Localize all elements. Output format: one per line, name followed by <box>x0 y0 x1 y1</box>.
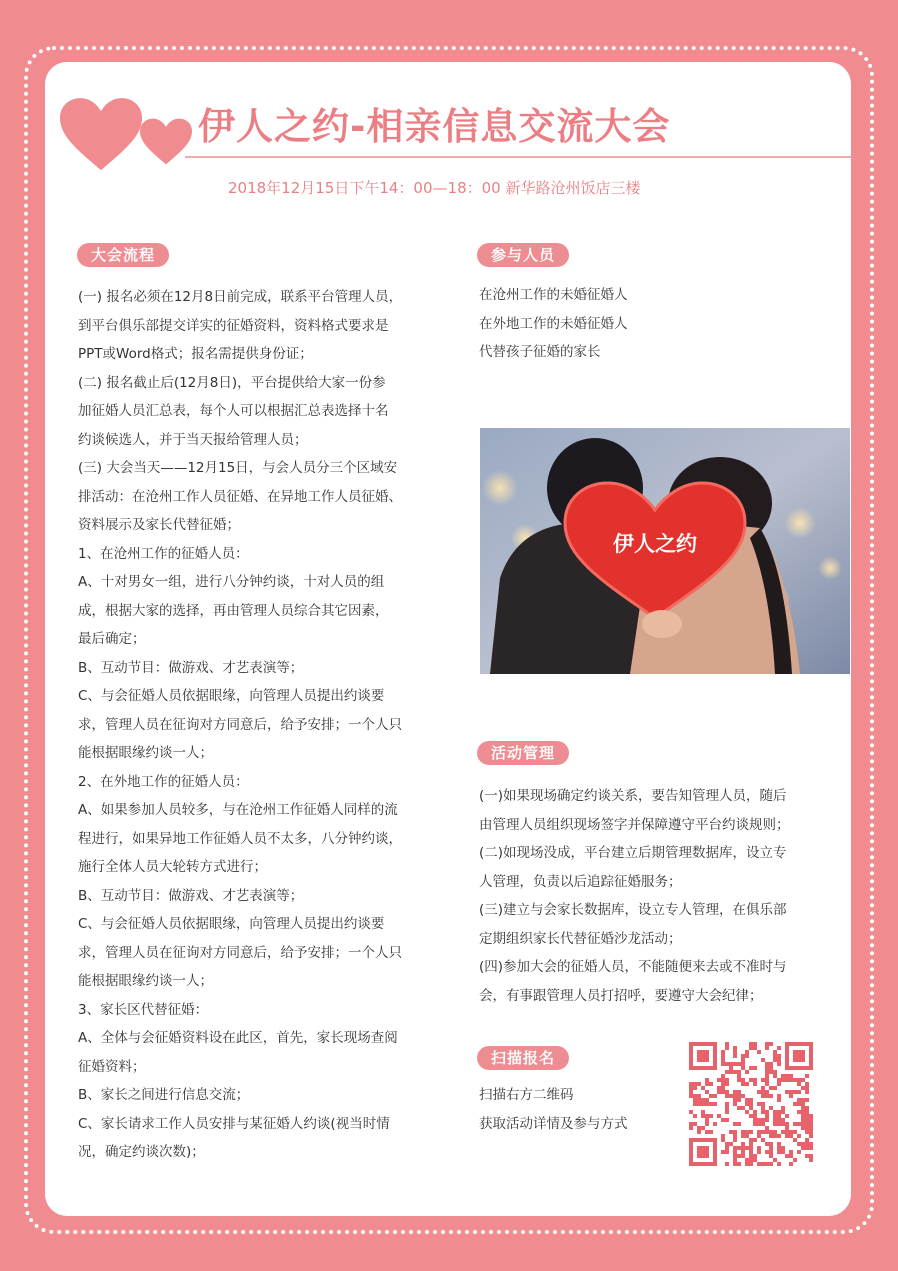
flow-line: 施行全体人员大轮转方式进行； <box>78 859 267 875</box>
flow-line: 能根据眼缘约谈一人； <box>78 973 213 989</box>
participants-line: 在沧州工作的未婚征婚人 <box>479 287 628 303</box>
flow-line: B、家长之间进行信息交流； <box>78 1087 250 1103</box>
management-line: 定期组织家长代替征婚沙龙活动； <box>479 930 682 947</box>
flow-line: (三) 大会当天——12月15日，与会人员分三个区域安 <box>78 460 398 476</box>
section-tag-flow: 大会流程 <box>77 243 169 267</box>
flow-line: 1、在沧州工作的征婚人员： <box>78 545 249 562</box>
flow-line: 3、家长区代替征婚： <box>78 1001 209 1018</box>
heart-text: 伊人之约 <box>613 532 697 556</box>
flow-line: (二) 报名截止后(12月8日)，平台提供给大家一份参 <box>78 374 386 391</box>
flow-line: PPT或Word格式；报名需提供身份证； <box>78 346 313 362</box>
flow-line: 2、在外地工作的征婚人员： <box>78 773 249 790</box>
event-time-location: 2018年12月15日下午14：00—18：00 新华路沧州饭店三楼 <box>228 179 641 197</box>
flow-line: 成，根据大家的选择，再由管理人员综合其它因素， <box>78 602 389 619</box>
participants-line: 代替孩子征婚的家长 <box>479 344 601 360</box>
flow-line: 征婚资料； <box>78 1058 146 1075</box>
poster-title: 伊人之约-相亲信息交流大会 <box>198 105 671 148</box>
title-divider <box>185 156 851 158</box>
scan-text <box>479 1081 679 1138</box>
section-tag-participants: 参与人员 <box>477 243 569 267</box>
scan-line: 扫描右方二维码 <box>479 1087 574 1103</box>
management-text <box>479 782 841 1010</box>
flow-line: C、家长请求工作人员安排与某征婚人约谈(视当时情 <box>78 1115 390 1132</box>
flow-line: 能根据眼缘约谈一人； <box>78 745 213 761</box>
management-line: (四)参加大会的征婚人员，不能随便来去或不准时与 <box>479 959 787 975</box>
flow-line: 加征婚人员汇总表，每个人可以根据汇总表选择十名 <box>78 403 389 419</box>
couple-photo <box>480 428 850 674</box>
section-tag-scan: 扫描报名 <box>477 1046 569 1070</box>
qr-code-icon[interactable] <box>689 1042 813 1166</box>
scan-line: 获取活动详情及参与方式 <box>479 1115 628 1132</box>
heart-small-icon <box>140 118 192 166</box>
flow-line: A、十对男女一组，进行八分钟约谈，十对人员的组 <box>78 574 385 590</box>
flow-line: 约谈候选人，并于当天报给管理人员； <box>78 431 308 448</box>
management-line: 会，有事跟管理人员打招呼，要遵守大会纪律； <box>479 987 763 1004</box>
participants-line: 在外地工作的未婚征婚人 <box>479 315 628 332</box>
flow-line: 排活动：在沧州工作人员征婚、在异地工作人员征婚、 <box>78 488 402 505</box>
management-line: (三)建立与会家长数据库，设立专人管理，在俱乐部 <box>479 902 787 918</box>
flow-line: 况，确定约谈次数)； <box>78 1144 205 1160</box>
flow-line: A、全体与会征婚资料设在此区，首先，家长现场查阅 <box>78 1030 398 1046</box>
flow-text <box>78 283 458 1167</box>
flow-line: 到平台俱乐部提交详实的征婚资料，资料格式要求是 <box>78 317 389 334</box>
flow-line: 求，管理人员在征询对方同意后，给予安排；一个人只 <box>78 944 402 961</box>
heart-icon <box>60 96 142 174</box>
flow-line: C、与会征婚人员依据眼缘，向管理人员提出约谈要 <box>78 688 385 704</box>
section-tag-management: 活动管理 <box>477 741 569 765</box>
flow-line: B、互动节目：做游戏、才艺表演等； <box>78 887 304 904</box>
management-line: (二)如现场没成，平台建立后期管理数据库，设立专 <box>479 845 787 861</box>
flow-line: B、互动节目：做游戏、才艺表演等； <box>78 659 304 676</box>
management-line: 人管理，负责以后追踪征婚服务； <box>479 873 682 890</box>
flow-line: (一) 报名必须在12月8日前完成，联系平台管理人员， <box>78 289 403 305</box>
flow-line: 最后确定； <box>78 631 146 647</box>
flow-line: 资料展示及家长代替征婚； <box>78 517 240 533</box>
management-line: 由管理人员组织现场签字并保障遵守平台约谈规则； <box>479 816 790 833</box>
management-line: (一)如果现场确定约谈关系，要告知管理人员，随后 <box>479 788 787 804</box>
flow-line: 求，管理人员在征询对方同意后，给予安排；一个人只 <box>78 716 402 733</box>
flow-line: C、与会征婚人员依据眼缘，向管理人员提出约谈要 <box>78 916 385 932</box>
flow-line: 程进行，如果异地工作征婚人员不太多，八分钟约谈， <box>78 830 402 847</box>
flow-line: A、如果参加人员较多，与在沧州工作征婚人同样的流 <box>78 802 398 818</box>
participants-text <box>479 281 839 367</box>
